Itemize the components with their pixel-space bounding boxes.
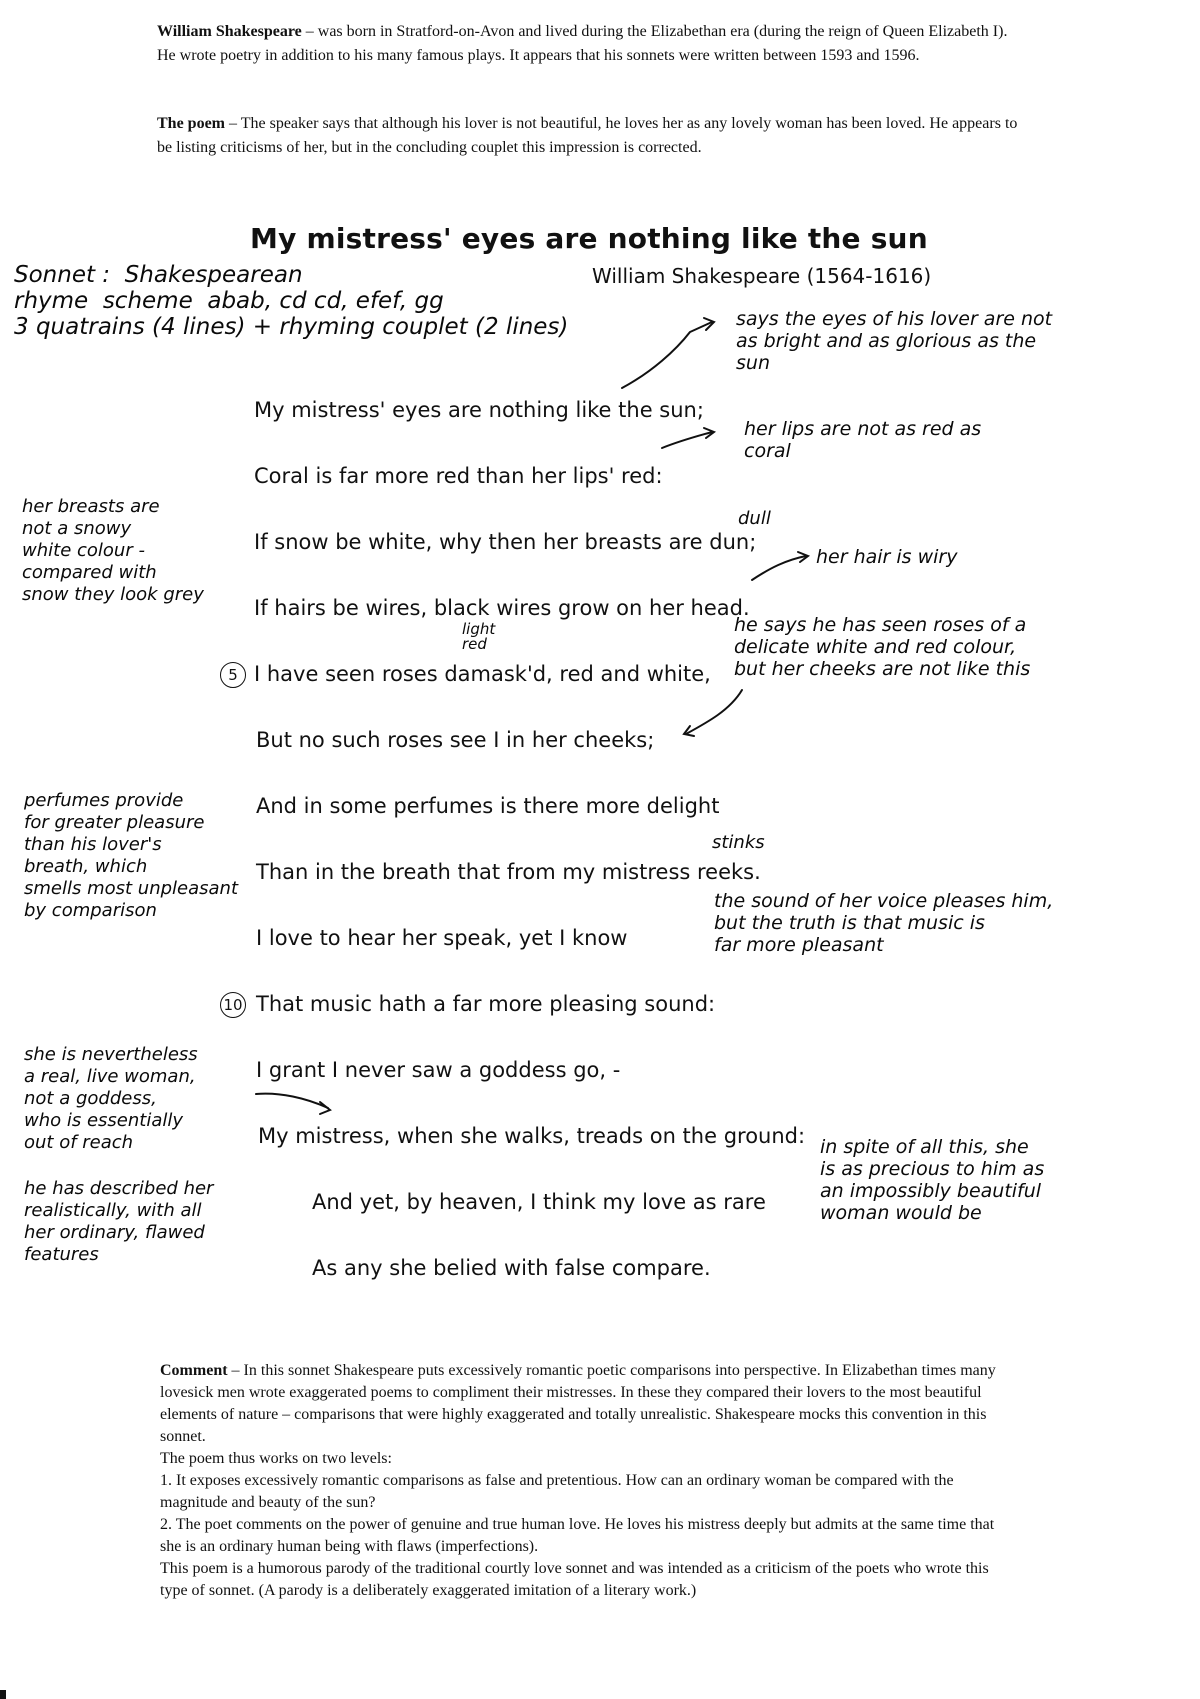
poem-title: My mistress' eyes are nothing like the sun (250, 222, 928, 255)
annotation-reeks: stinks (712, 832, 765, 853)
arrow-lips (662, 432, 712, 448)
poem-author: William Shakespeare (1564-1616) (592, 264, 932, 288)
annotation-light-red: light red (462, 620, 496, 653)
poem-line-11: I grant I never saw a goddess go, - (256, 1058, 621, 1082)
poem-line-14: As any she belied with false compare. (312, 1256, 711, 1280)
comment-point-1: 1. It exposes excessively romantic comparisons as false and pretentious. How can an ordinary woman be compared with the magnitude and beauty of the sun? (160, 1472, 954, 1511)
intro-biography-text: – was born in Stratford-on-Avon and lived during the Elizabethan era (during the reign of Queen Elizabeth I). He wrote poetry in addition to his many famous plays. It appears that his sonnets were written between 1593 and 1596. (157, 23, 1008, 64)
annotation-eyes: says the eyes of his lover are not as bright and as glorious as the sun (736, 308, 1053, 374)
annotation-precious: in spite of all this, she is as precious to him as an impossibly beautiful woman would be (820, 1136, 1045, 1224)
annotation-goddess: she is nevertheless a real, live woman, not a goddess, who is essentially out of reach (24, 1044, 198, 1153)
annotation-roses: he says he has seen roses of a delicate white and red colour, but her cheeks are not like this (734, 614, 1031, 680)
arrow-cheeks (686, 690, 742, 734)
poem-line-10: That music hath a far more pleasing sound: (256, 992, 716, 1016)
annotation-hair: her hair is wiry (816, 546, 958, 568)
line-number-5: 5 (220, 662, 246, 688)
comment-paragraph-conclusion: This poem is a humorous parody of the traditional courtly love sonnet and was intended as a criticism of the poets who wrote this type of sonnet. (A parody is a deliberately exaggerated imitation of a literary work.) (160, 1560, 989, 1599)
intro-poem-text: – The speaker says that although his lover is not beautiful, he loves her as any lovely woman has been loved. He appears to be listing criticisms of her, but in the concluding couplet this impression is corrected. (157, 115, 1018, 156)
poem-line-3: If snow be white, why then her breasts are dun; (254, 530, 757, 554)
poem-line-12: My mistress, when she walks, treads on the ground: (258, 1124, 806, 1148)
comment-heading: Comment (160, 1362, 228, 1379)
annotation-perfumes: perfumes provide for greater pleasure than his lover's breath, which smells most unpleasant by comparison (24, 790, 239, 921)
comment-point-2: 2. The poet comments on the power of genuine and true human love. He loves his mistress deeply but admits at the same time that she is an ordinary human being with flaws (imperfections). (160, 1516, 995, 1555)
poem-line-13: And yet, by heaven, I think my love as rare (312, 1190, 766, 1214)
poem-line-6: But no such roses see I in her cheeks; (256, 728, 655, 752)
scan-corner-mark (0, 1690, 6, 1699)
line-number-10: 10 (220, 992, 246, 1018)
poem-line-8: Than in the breath that from my mistress reeks. (256, 860, 761, 884)
poem-line-9: I love to hear her speak, yet I know (256, 926, 628, 950)
annotation-sonnet-form: Sonnet : Shakespearean rhyme scheme abab, cd cd, efef, gg 3 quatrains (4 lines) + rhyming couplet (2 lines) (14, 262, 569, 340)
comment-section (160, 1360, 1010, 1602)
intro-poem-heading: The poem (157, 115, 225, 132)
arrow-goddess-head (320, 1102, 330, 1114)
annotation-breasts: her breasts are not a snowy white colour - compared with snow they look grey (22, 496, 204, 605)
annotation-realistic: he has described her realistically, with all her ordinary, flawed features (24, 1178, 214, 1265)
arrow-hair (752, 556, 806, 580)
poem-line-7: And in some perfumes is there more delight (256, 794, 720, 818)
annotation-voice: the sound of her voice pleases him, but the truth is that music is far more pleasant (714, 890, 1054, 956)
annotation-dun: dull (738, 508, 771, 529)
poem-line-5: I have seen roses damask'd, red and white, (254, 662, 711, 686)
arrow-goddess (256, 1094, 328, 1108)
poem-line-4: If hairs be wires, black wires grow on her head. (254, 596, 750, 620)
comment-paragraph-2: The poem thus works on two levels: (160, 1450, 392, 1467)
comment-paragraph-1 (160, 1360, 1010, 1448)
annotation-lips: her lips are not as red as coral (744, 418, 982, 462)
comment-intro-text: – In this sonnet Shakespeare puts excessively romantic poetic comparisons into perspective. In Elizabethan times many lovesick men wrote exaggerated poems to compliment their mistresses. In these they compared their lovers to the most beautiful elements of nature – comparisons that were highly exaggerated and totally unrealistic. Shakespeare mocks this convention in this sonnet. (160, 1362, 996, 1445)
poem-line-2: Coral is far more red than her lips' red: (254, 464, 663, 488)
intro-biography-heading: William Shakespeare (157, 23, 302, 40)
poem-line-1: My mistress' eyes are nothing like the sun; (254, 398, 704, 422)
arrow-eyes (622, 322, 712, 388)
